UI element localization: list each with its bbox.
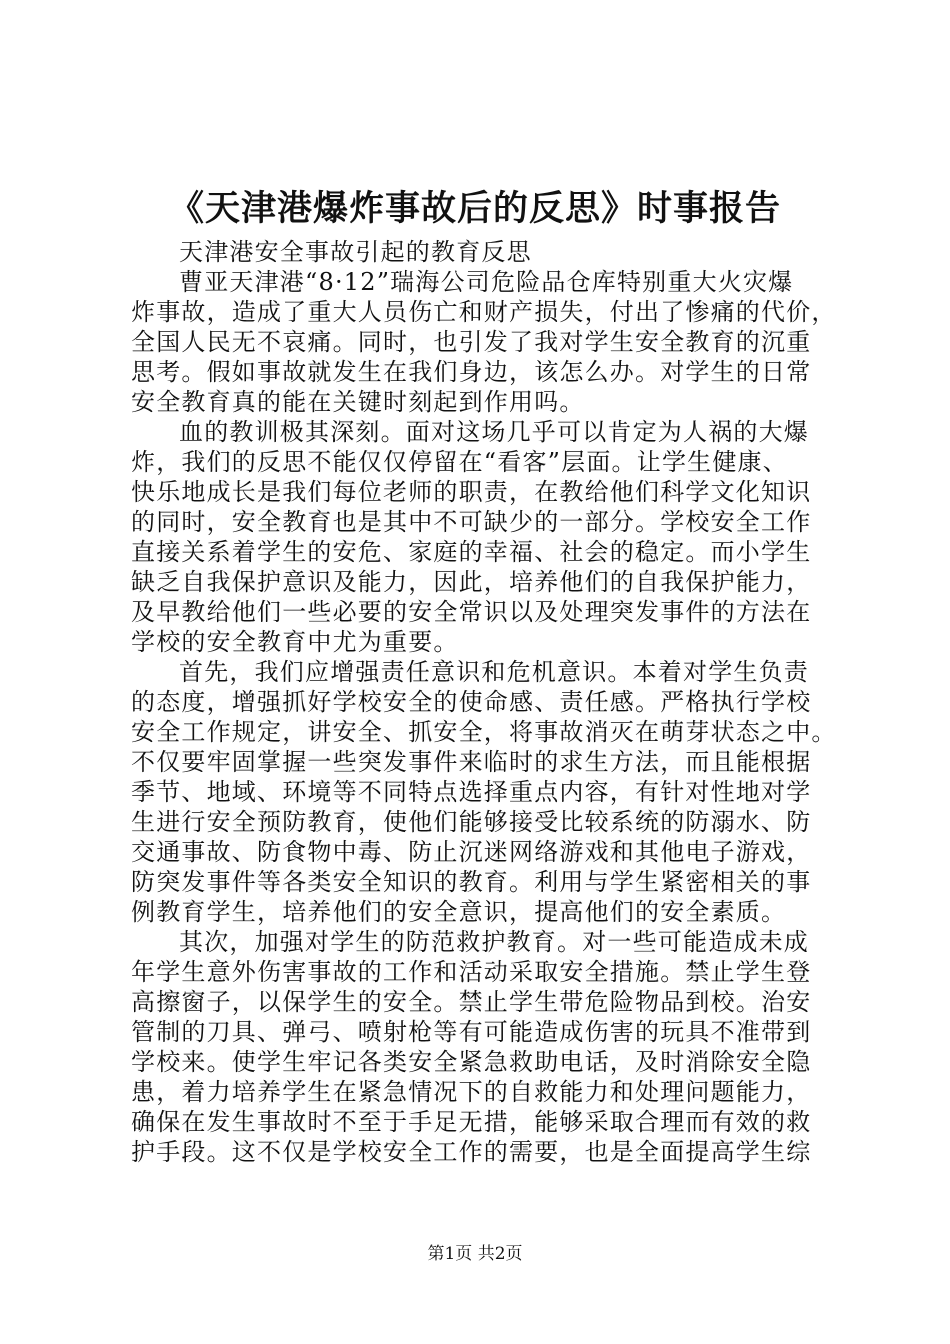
body-line: 全国人民无不哀痛。同时，也引发了我对学生安全教育的沉重 <box>131 328 812 356</box>
body-line: 交通事故、防食物中毒、防止沉迷网络游戏和其他电子游戏， <box>131 838 812 866</box>
document-title: 《天津港爆炸事故后的反思》时事报告 <box>168 188 781 229</box>
body-line: 及早教给他们一些必要的安全常识以及处理突发事件的方法在 <box>131 598 812 626</box>
body-line: 首先，我们应增强责任意识和危机意识。本着对学生负责 <box>179 658 809 686</box>
body-line: 炸事故，造成了重大人员伤亡和财产损失，付出了惨痛的代价， <box>131 298 837 326</box>
page-number-footer: 第1页 共2页 <box>427 1244 523 1264</box>
body-line: 炸，我们的反思不能仅仅停留在“看客”层面。让学生健康、 <box>131 448 788 476</box>
body-line: 高擦窗子，以保学生的安全。禁止学生带危险物品到校。治安 <box>131 988 812 1016</box>
body-line: 曹亚天津港“8·12”瑞海公司危险品仓库特别重大火灾爆 <box>179 268 794 296</box>
body-line: 其次，加强对学生的防范救护教育。对一些可能造成未成 <box>179 928 809 956</box>
body-line: 天津港安全事故引起的教育反思 <box>179 238 532 266</box>
body-line: 护手段。这不仅是学校安全工作的需要，也是全面提高学生综 <box>131 1138 812 1166</box>
body-line: 例教育学生，培养他们的安全意识，提高他们的安全素质。 <box>131 898 787 926</box>
body-line: 年学生意外伤害事故的工作和活动采取安全措施。禁止学生登 <box>131 958 812 986</box>
body-line: 的同时，安全教育也是其中不可缺少的一部分。学校安全工作 <box>131 508 812 536</box>
body-line: 直接关系着学生的安危、家庭的幸福、社会的稳定。而小学生 <box>131 538 812 566</box>
body-line: 生进行安全预防教育，使他们能够接受比较系统的防溺水、防 <box>131 808 812 836</box>
body-line: 安全工作规定，讲安全、抓安全，将事故消灭在萌芽状态之中。 <box>131 718 837 746</box>
body-line: 安全教育真的能在关键时刻起到作用吗。 <box>131 388 585 416</box>
body-line: 学校的安全教育中尤为重要。 <box>131 628 459 656</box>
body-line: 季节、地域、环境等不同特点选择重点内容，有针对性地对学 <box>131 778 812 806</box>
body-line: 学校来。使学生牢记各类安全紧急救助电话，及时消除安全隐 <box>131 1048 812 1076</box>
body-line: 防突发事件等各类安全知识的教育。利用与学生紧密相关的事 <box>131 868 812 896</box>
body-line: 血的教训极其深刻。面对这场几乎可以肯定为人祸的大爆 <box>179 418 809 446</box>
body-line: 不仅要牢固掌握一些突发事件来临时的求生方法，而且能根据 <box>131 748 812 776</box>
body-line: 的态度，增强抓好学校安全的使命感、责任感。严格执行学校 <box>131 688 812 716</box>
body-line: 患，着力培养学生在紧急情况下的自救能力和处理问题能力， <box>131 1078 812 1106</box>
body-line: 管制的刀具、弹弓、喷射枪等有可能造成伤害的玩具不准带到 <box>131 1018 812 1046</box>
body-line: 缺乏自我保护意识及能力，因此，培养他们的自我保护能力， <box>131 568 812 596</box>
body-line: 思考。假如事故就发生在我们身边，该怎么办。对学生的日常 <box>131 358 812 386</box>
document-body <box>131 237 841 1167</box>
body-line: 确保在发生事故时不至于手足无措，能够采取合理而有效的救 <box>131 1108 812 1136</box>
body-line: 快乐地成长是我们每位老师的职责，在教给他们科学文化知识 <box>131 478 812 506</box>
